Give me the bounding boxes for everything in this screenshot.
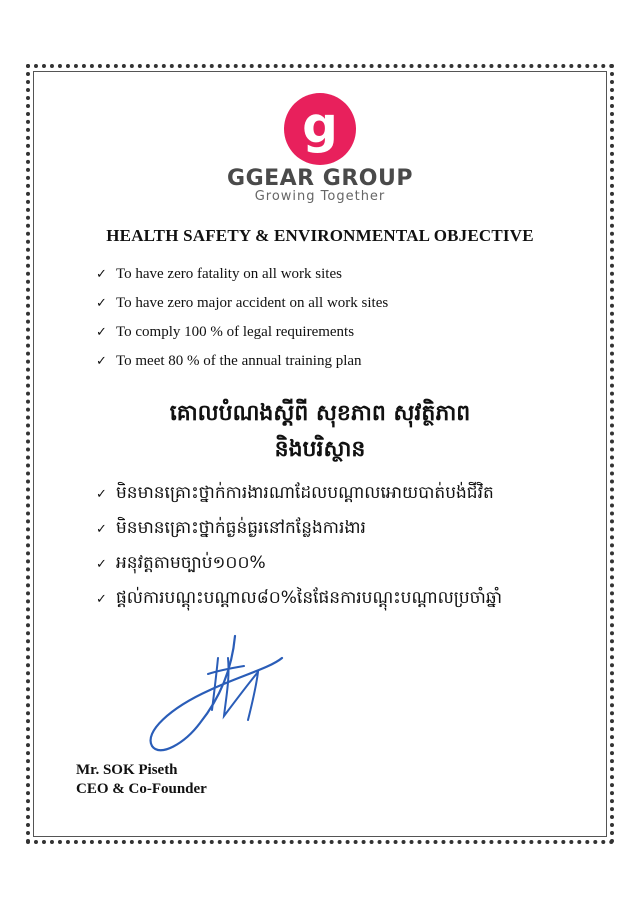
check-icon: ✓	[96, 354, 107, 369]
check-icon: ✓	[96, 267, 107, 282]
check-icon: ✓	[96, 522, 107, 537]
company-logo	[0, 92, 640, 166]
logo-circle-icon	[283, 92, 357, 166]
list-item: ✓ មិនមានគ្រោះថ្នាក់ធ្ងន់ធ្ងរនៅកន្លែងការងារ	[96, 511, 502, 546]
list-item: ✓ ផ្តល់ការបណ្តុះបណ្តាល៨០%នៃផែនការបណ្តុះបណ្តាលប្រចាំឆ្នាំ	[96, 581, 502, 616]
document-heading: HEALTH SAFETY & ENVIRONMENTAL OBJECTIVE	[106, 226, 534, 245]
list-item: ✓ To have zero fatality on all work sites	[96, 260, 388, 289]
list-item: ✓ មិនមានគ្រោះថ្នាក់ការងារណាដែលបណ្តាលអោយបាត់បង់ជីវិត	[96, 476, 502, 511]
khmer-objectives-list	[96, 476, 502, 616]
list-item: ✓ អនុវត្តតាមច្បាប់១០០%	[96, 546, 502, 581]
khmer-heading: គោលបំណងស្តីពី សុខភាព សុវត្ថិភាព និងបរិស្ថាន	[169, 401, 471, 462]
svg-text:g: g	[302, 96, 338, 154]
brand-name: GGEAR GROUP	[227, 166, 413, 191]
brand-tagline: Growing Together	[254, 189, 386, 204]
check-icon: ✓	[96, 557, 107, 572]
check-icon: ✓	[96, 592, 107, 607]
check-icon: ✓	[96, 487, 107, 502]
signature-icon	[140, 628, 290, 763]
signer-name: Mr. SOK Piseth	[76, 762, 178, 778]
list-item: ✓ To meet 80 % of the annual training plan	[96, 347, 388, 376]
signer-title: CEO & Co-Founder	[76, 781, 207, 797]
english-objectives-list	[96, 260, 388, 376]
list-item: ✓ To comply 100 % of legal requirements	[96, 318, 388, 347]
list-item: ✓ To have zero major accident on all work sites	[96, 289, 388, 318]
check-icon: ✓	[96, 325, 107, 340]
check-icon: ✓	[96, 296, 107, 311]
